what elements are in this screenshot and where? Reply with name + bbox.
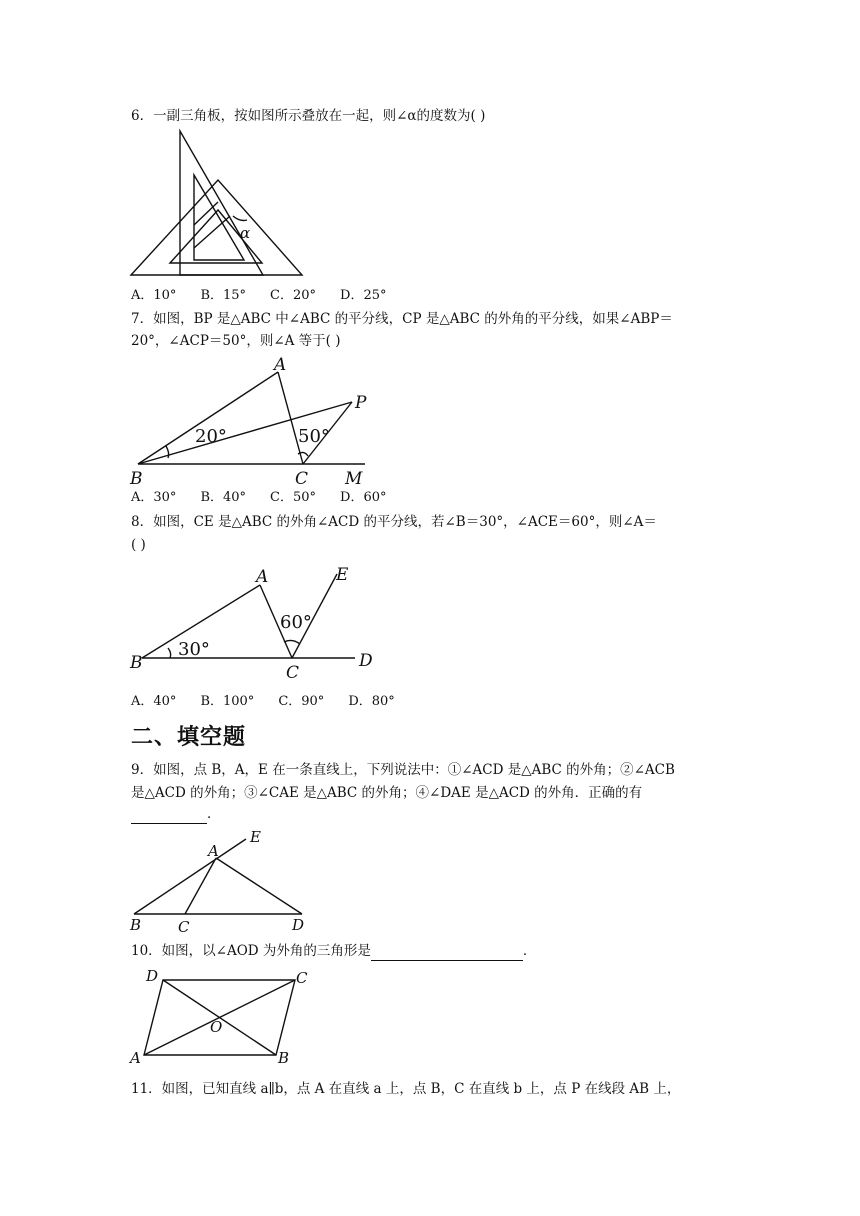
q7-choice-a[interactable]: A．30° <box>131 490 177 505</box>
q7-angle-50: 50° <box>298 426 330 447</box>
q7-label-C: C <box>295 469 309 489</box>
q11-text: 11．如图，已知直线 a∥b，点 A 在直线 a 上，点 B，C 在直线 b 上，点 P 在线段 AB 上， <box>131 1081 681 1097</box>
q6-choices <box>131 286 411 306</box>
q8-choice-d[interactable]: D．80° <box>348 694 395 709</box>
q8-line1: 8．如图，CE 是△ABC 的外角∠ACD 的平分线，若∠B＝30°，∠ACE＝60°，则∠A＝ <box>131 514 657 530</box>
q10-label-B: B <box>278 1049 290 1067</box>
q7-choice-d[interactable]: D．60° <box>340 490 387 505</box>
q7-angle-20: 20° <box>195 426 227 447</box>
q9-answer-blank[interactable] <box>131 809 207 824</box>
q8-choice-a[interactable]: A．40° <box>131 694 177 709</box>
q10-text: 10．如图，以∠AOD 为外角的三角形是 <box>131 943 371 959</box>
q8-choice-c[interactable]: C．90° <box>278 694 325 709</box>
q8-label-B: B <box>130 653 143 673</box>
q9-line2: 是△ACD 的外角；③∠CAE 是△ABC 的外角；④∠DAE 是△ACD 的外角．正确的有 <box>131 785 643 801</box>
q7-label-A: A <box>274 355 287 375</box>
q8-label-C: C <box>286 663 300 683</box>
q7-choices <box>131 488 411 508</box>
q8-figure <box>130 560 380 685</box>
q8-line2: ( ) <box>131 537 146 553</box>
q10-answer-blank[interactable] <box>371 946 523 961</box>
q10-label-O: O <box>210 1018 223 1036</box>
q7-choice-c[interactable]: C．50° <box>270 490 317 505</box>
q6-choice-a[interactable]: A．10° <box>131 288 177 303</box>
q9-label-E: E <box>250 828 261 846</box>
q9-label-A: A <box>208 842 219 860</box>
q7-figure <box>130 354 375 489</box>
q8-label-D: D <box>359 651 373 671</box>
q10-label-A: A <box>130 1049 141 1067</box>
q10-label-D: D <box>146 967 159 985</box>
q9-line1: 9．如图，点 B，A，E 在一条直线上，下列说法中：①∠ACD 是△ABC 的外角；②∠ACB <box>131 762 675 778</box>
q9-end-mark: ． <box>207 806 221 822</box>
q7-line1: 7．如图，BP 是△ABC 中∠ABC 的平分线，CP 是△ABC 的外角的平分线，如果∠ABP＝ <box>131 311 673 327</box>
q7-choice-b[interactable]: B．40° <box>200 490 247 505</box>
q6-choice-d[interactable]: D．25° <box>340 288 387 303</box>
q9-label-D: D <box>292 916 305 934</box>
q6-choice-c[interactable]: C．20° <box>270 288 317 303</box>
q9-figure <box>130 826 320 936</box>
q10-label-C: C <box>296 969 308 987</box>
q7-label-P: P <box>355 393 367 413</box>
q8-choice-b[interactable]: B．100° <box>200 694 255 709</box>
q8-angle-30: 30° <box>178 639 210 660</box>
q8-label-E: E <box>336 565 349 585</box>
q10-line <box>131 941 536 961</box>
q9-label-C: C <box>178 918 190 936</box>
q6-choice-b[interactable]: B．15° <box>200 288 247 303</box>
q8-choices <box>131 692 419 712</box>
q7-line2: 20°，∠ACP＝50°，则∠A 等于( ) <box>131 333 341 349</box>
q9-answer-line <box>131 804 221 824</box>
q6-tall-set-square <box>180 131 263 275</box>
q10-figure <box>130 964 320 1069</box>
section-title-fill-in: 二、填空题 <box>131 725 247 750</box>
q8-label-A: A <box>256 567 269 587</box>
q9-label-B: B <box>130 916 142 934</box>
q8-angle-60: 60° <box>280 612 312 633</box>
q6-figure <box>130 130 305 278</box>
q6-alpha-label: α <box>240 224 251 242</box>
q10-end-mark: ． <box>522 943 537 959</box>
q7-label-B: B <box>130 469 143 489</box>
q7-label-M: M <box>345 469 363 489</box>
q6-text: 6．一副三角板，按如图所示叠放在一起，则∠α的度数为( ) <box>131 108 486 124</box>
